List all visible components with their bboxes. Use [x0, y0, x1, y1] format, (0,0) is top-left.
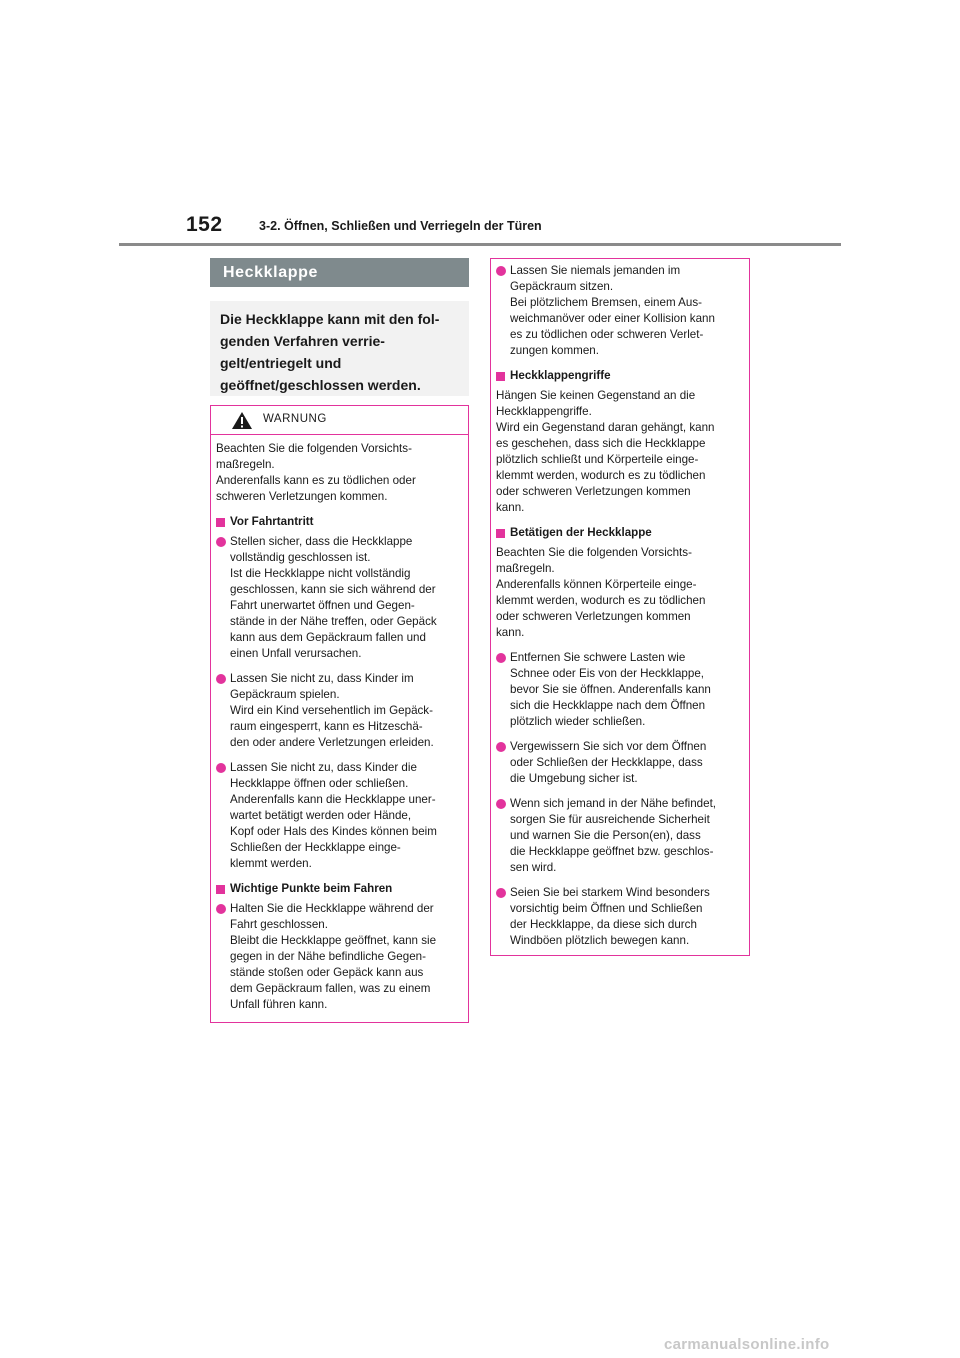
- text-line: zungen kommen.: [510, 344, 599, 357]
- text-line: Vergewissern Sie sich vor dem Öffnen: [510, 740, 707, 753]
- list-item: [496, 796, 743, 876]
- intro-line: geöffnet/geschlossen werden.: [220, 377, 421, 393]
- sub-heading-label: Vor Fahrtantritt: [230, 515, 314, 528]
- text-line: vorsichtig beim Öffnen und Schließen: [510, 902, 703, 915]
- sub-heading-heckklappengriffe: [496, 368, 743, 384]
- text-line: schweren Verletzungen kommen.: [216, 490, 388, 503]
- text-line: Anderenfalls können Körperteile einge-: [496, 578, 697, 591]
- sub-heading-betaetigen: [496, 525, 743, 541]
- intro-line: gelt/entriegelt und: [220, 355, 342, 371]
- round-bullet-icon: [216, 537, 226, 547]
- text-line: maßregeln.: [496, 562, 555, 575]
- text-line: Heckklappe öffnen oder schließen.: [230, 777, 409, 790]
- warning-box-continued: [490, 258, 750, 956]
- text-line: kann.: [496, 501, 525, 514]
- text-line: plötzlich wieder schließen.: [510, 715, 646, 728]
- text-line: oder schweren Verletzungen kommen: [496, 610, 691, 623]
- text-line: Bleibt die Heckklappe geöffnet, kann sie: [230, 934, 437, 947]
- text-line: wartet betätigt werden oder Hände,: [230, 809, 412, 822]
- text-line: raum eingesperrt, kann es Hitzeschä-: [230, 720, 423, 733]
- square-bullet-icon: [216, 885, 225, 894]
- text-line: klemmt werden, wodurch es zu tödlichen: [496, 594, 706, 607]
- text-line: maßregeln.: [216, 458, 275, 471]
- text-line: Schnee oder Eis von der Heckklappe,: [510, 667, 704, 680]
- right-column: [490, 258, 750, 956]
- text-line: sich die Heckklappe nach dem Öffnen: [510, 699, 706, 712]
- text-line: Seien Sie bei starkem Wind besonders: [510, 886, 710, 899]
- list-item: [496, 739, 743, 787]
- text-line: Wird ein Gegenstand daran gehängt, kann: [496, 421, 715, 434]
- text-line: sorgen Sie für ausreichende Sicherheit: [510, 813, 710, 826]
- warning-triangle-icon: [231, 411, 253, 430]
- warning-body-left: [211, 435, 468, 1013]
- text-line: Entfernen Sie schwere Lasten wie: [510, 651, 686, 664]
- text-line: dem Gepäckraum fallen, was zu einem: [230, 982, 431, 995]
- text-line: Fahrt geschlossen.: [230, 918, 328, 931]
- text-line: oder Schließen der Heckklappe, dass: [510, 756, 703, 769]
- left-column: [210, 258, 469, 1023]
- text-line: gegen in der Nähe befindliche Gegen-: [230, 950, 426, 963]
- sub-heading-wichtige-punkte: [216, 881, 462, 897]
- sub-heading-label: Wichtige Punkte beim Fahren: [230, 882, 393, 895]
- text-line: Wenn sich jemand in der Nähe befindet,: [510, 797, 717, 810]
- round-bullet-icon: [216, 763, 226, 773]
- list-item: [496, 885, 743, 949]
- text-line: bevor Sie sie öffnen. Anderenfalls kann: [510, 683, 711, 696]
- square-bullet-icon: [496, 529, 505, 538]
- list-item: [216, 534, 462, 662]
- text-line: Beachten Sie die folgenden Vorsichts-: [216, 442, 412, 455]
- text-line: einen Unfall verursachen.: [230, 647, 362, 660]
- text-line: stände stoßen oder Gepäck kann aus: [230, 966, 424, 979]
- text-line: klemmt werden.: [230, 857, 312, 870]
- text-line: oder schweren Verletzungen kommen: [496, 485, 691, 498]
- round-bullet-icon: [496, 742, 506, 752]
- paragraph: [496, 545, 743, 641]
- text-line: Lassen Sie nicht zu, dass Kinder im: [230, 672, 414, 685]
- text-line: Ist die Heckklappe nicht vollständig: [230, 567, 411, 580]
- paragraph: [496, 388, 743, 516]
- text-line: geschlossen, kann sie sich während der: [230, 583, 436, 596]
- chapter-title: 3-2. Öffnen, Schließen und Verriegeln der Türen: [259, 219, 542, 233]
- warning-intro: [216, 441, 462, 505]
- text-line: Wird ein Kind versehentlich im Gepäck-: [230, 704, 433, 717]
- text-line: sen wird.: [510, 861, 557, 874]
- warning-box: [210, 405, 469, 1023]
- text-line: kann.: [496, 626, 525, 639]
- text-line: Windböen plötzlich bewegen kann.: [510, 934, 690, 947]
- text-line: vollständig geschlossen ist.: [230, 551, 371, 564]
- list-item: [496, 263, 743, 359]
- section-title: Heckklappe: [210, 258, 469, 287]
- text-line: weichmanöver oder einer Kollision kann: [510, 312, 715, 325]
- text-line: es geschehen, dass sich die Heckklappe: [496, 437, 706, 450]
- square-bullet-icon: [496, 372, 505, 381]
- round-bullet-icon: [496, 266, 506, 276]
- text-line: Bei plötzlichem Bremsen, einem Aus-: [510, 296, 703, 309]
- text-line: plötzlich schließt und Körperteile einge-: [496, 453, 699, 466]
- list-item: [216, 760, 462, 872]
- text-line: und warnen Sie die Person(en), dass: [510, 829, 701, 842]
- text-line: Lassen Sie nicht zu, dass Kinder die: [230, 761, 417, 774]
- text-line: Gepäckraum spielen.: [230, 688, 340, 701]
- section-intro: [210, 301, 469, 396]
- square-bullet-icon: [216, 518, 225, 527]
- text-line: Hängen Sie keinen Gegenstand an die: [496, 389, 696, 402]
- watermark: carmanualsonline.info: [664, 1336, 830, 1353]
- text-line: Unfall führen kann.: [230, 998, 328, 1011]
- list-item: [216, 901, 462, 1013]
- text-line: Kopf oder Hals des Kindes können beim: [230, 825, 437, 838]
- text-line: Gepäckraum sitzen.: [510, 280, 614, 293]
- page-header: [0, 0, 960, 250]
- text-line: Beachten Sie die folgenden Vorsichts-: [496, 546, 692, 559]
- sub-heading-label: Heckklappengriffe: [510, 369, 611, 382]
- text-line: stände in der Nähe treffen, oder Gepäck: [230, 615, 437, 628]
- intro-line: Die Heckklappe kann mit den fol-: [220, 311, 440, 327]
- list-item: [496, 650, 743, 730]
- text-line: Lassen Sie niemals jemanden im: [510, 264, 681, 277]
- intro-line: genden Verfahren verrie-: [220, 333, 385, 349]
- round-bullet-icon: [216, 674, 226, 684]
- text-line: Anderenfalls kann es zu tödlichen oder: [216, 474, 416, 487]
- text-line: Fahrt unerwartet öffnen und Gegen-: [230, 599, 415, 612]
- round-bullet-icon: [496, 653, 506, 663]
- page-number: 152: [186, 213, 223, 236]
- sub-heading-label: Betätigen der Heckklappe: [510, 526, 652, 539]
- round-bullet-icon: [496, 799, 506, 809]
- text-line: die Heckklappe geöffnet bzw. geschlos-: [510, 845, 714, 858]
- round-bullet-icon: [216, 904, 226, 914]
- list-item: [216, 671, 462, 751]
- text-line: klemmt werden, wodurch es zu tödlichen: [496, 469, 706, 482]
- text-line: Schließen der Heckklappe einge-: [230, 841, 401, 854]
- text-line: Anderenfalls kann die Heckklappe uner-: [230, 793, 436, 806]
- warning-header: [211, 406, 468, 435]
- text-line: die Umgebung sicher ist.: [510, 772, 638, 785]
- text-line: kann aus dem Gepäckraum fallen und: [230, 631, 426, 644]
- header-divider: [119, 243, 841, 246]
- text-line: Stellen sicher, dass die Heckklappe: [230, 535, 413, 548]
- text-line: den oder andere Verletzungen erleiden.: [230, 736, 434, 749]
- text-line: Heckklappengriffe.: [496, 405, 592, 418]
- text-line: der Heckklappe, da diese sich durch: [510, 918, 697, 931]
- text-line: es zu tödlichen oder schweren Verlet-: [510, 328, 704, 341]
- sub-heading-vor-fahrtantritt: [216, 514, 462, 530]
- round-bullet-icon: [496, 888, 506, 898]
- warning-label: WARNUNG: [263, 413, 327, 425]
- text-line: Halten Sie die Heckklappe während der: [230, 902, 434, 915]
- warning-body-right: [491, 259, 749, 949]
